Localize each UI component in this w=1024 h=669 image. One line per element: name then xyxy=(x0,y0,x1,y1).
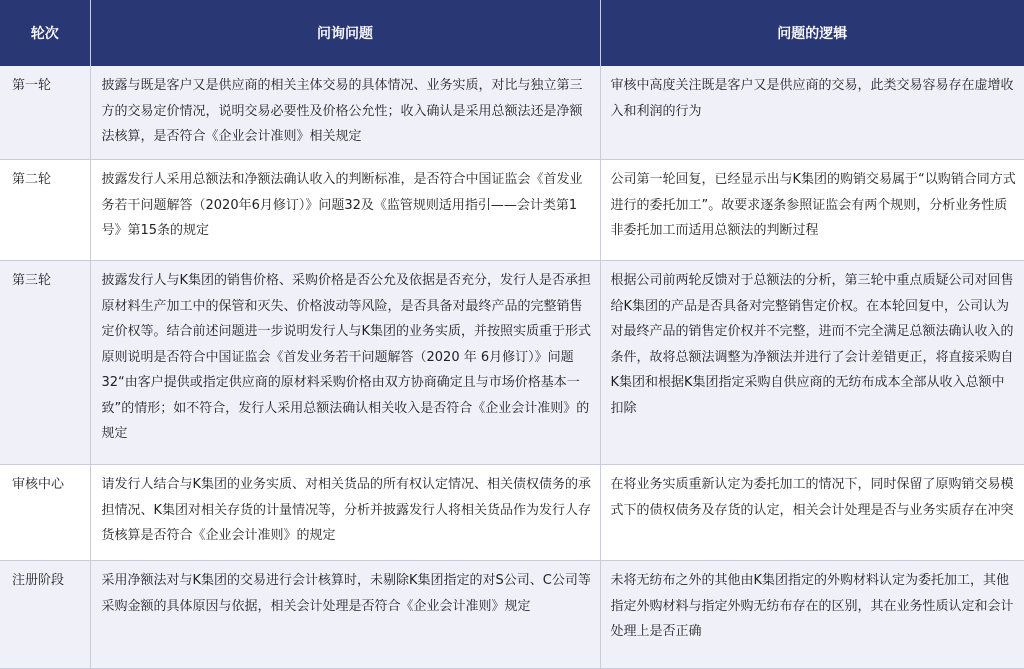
table-body xyxy=(0,66,1024,669)
question-cell: 披露发行人采用总额法和净额法确认收入的判断标准，是否符合中国证监会《首发业务若干问题解答（2020年6月修订）》问题32及《监管规则适用指引——会计类第1号》第15条的规定 xyxy=(90,160,600,261)
round-cell: 第三轮 xyxy=(0,261,90,465)
table-row xyxy=(0,561,1024,669)
round-cell: 第二轮 xyxy=(0,160,90,261)
logic-cell: 在将业务实质重新认定为委托加工的情况下，同时保留了原购销交易模式下的债权债务及存货的认定，相关会计处理是否与业务实质存在冲突 xyxy=(600,465,1024,561)
logic-cell: 审核中高度关注既是客户又是供应商的交易，此类交易容易存在虚增收入和利润的行为 xyxy=(600,66,1024,160)
logic-cell: 未将无纺布之外的其他由K集团指定的外购材料认定为委托加工，其他指定外购材料与指定外购无纺布存在的区别，其在业务性质认定和会计处理上是否正确 xyxy=(600,561,1024,669)
logic-cell: 公司第一轮回复，已经显示出与K集团的购销交易属于“以购销合同方式进行的委托加工”。故要求逐条参照证监会有两个规则，分析业务性质非委托加工而适用总额法的判断过程 xyxy=(600,160,1024,261)
round-cell: 审核中心 xyxy=(0,465,90,561)
header-question: 问询问题 xyxy=(90,0,600,66)
table-row xyxy=(0,66,1024,160)
question-cell: 披露与既是客户又是供应商的相关主体交易的具体情况、业务实质，对比与独立第三方的交易定价情况，说明交易必要性及价格公允性；收入确认是采用总额法还是净额法核算，是否符合《企业会计准则》相关规定 xyxy=(90,66,600,160)
question-cell: 采用净额法对与K集团的交易进行会计核算时，未剔除K集团指定的对S公司、C公司等采购金额的具体原因与依据，相关会计处理是否符合《企业会计准则》规定 xyxy=(90,561,600,669)
table-row xyxy=(0,465,1024,561)
header-logic: 问题的逻辑 xyxy=(600,0,1024,66)
round-cell: 注册阶段 xyxy=(0,561,90,669)
table-row xyxy=(0,160,1024,261)
round-cell: 第一轮 xyxy=(0,66,90,160)
header-row xyxy=(0,0,1024,66)
question-cell: 请发行人结合与K集团的业务实质、对相关货品的所有权认定情况、相关债权债务的承担情况、K集团对相关存货的计量情况等，分析并披露发行人将相关货品作为发行人存货核算是否符合《企业会计准则》的规定 xyxy=(90,465,600,561)
table-header xyxy=(0,0,1024,66)
question-cell: 披露发行人与K集团的销售价格、采购价格是否公允及依据是否充分，发行人是否承担原材料生产加工中的保管和灭失、价格波动等风险，是否具备对最终产品的完整销售定价权等。结合前述问题进一步说明发行人与K集团的业务实质，并按照实质重于形式原则说明是否符合中国证监会《首发业务若干问题解答（2020 年 6月修订）》问题 32“由客户提供或指定供应商的原材料采购价格由双方协商确定且与市场价格基本一致”的情形；如不符合，发行人采用总额法确认相关收入是否符合《企业会计准则》的规定 xyxy=(90,261,600,465)
header-round: 轮次 xyxy=(0,0,90,66)
logic-cell: 根据公司前两轮反馈对于总额法的分析，第三轮中重点质疑公司对回售给K集团的产品是否具备对完整销售定价权。在本轮回复中，公司认为对最终产品的销售定价权并不完整，进而不完全满足总额法确认收入的条件，故将总额法调整为净额法并进行了会计差错更正，将直接采购自K集团和根据K集团指定采购自供应商的无纺布成本全部从收入总额中扣除 xyxy=(600,261,1024,465)
table-row xyxy=(0,261,1024,465)
